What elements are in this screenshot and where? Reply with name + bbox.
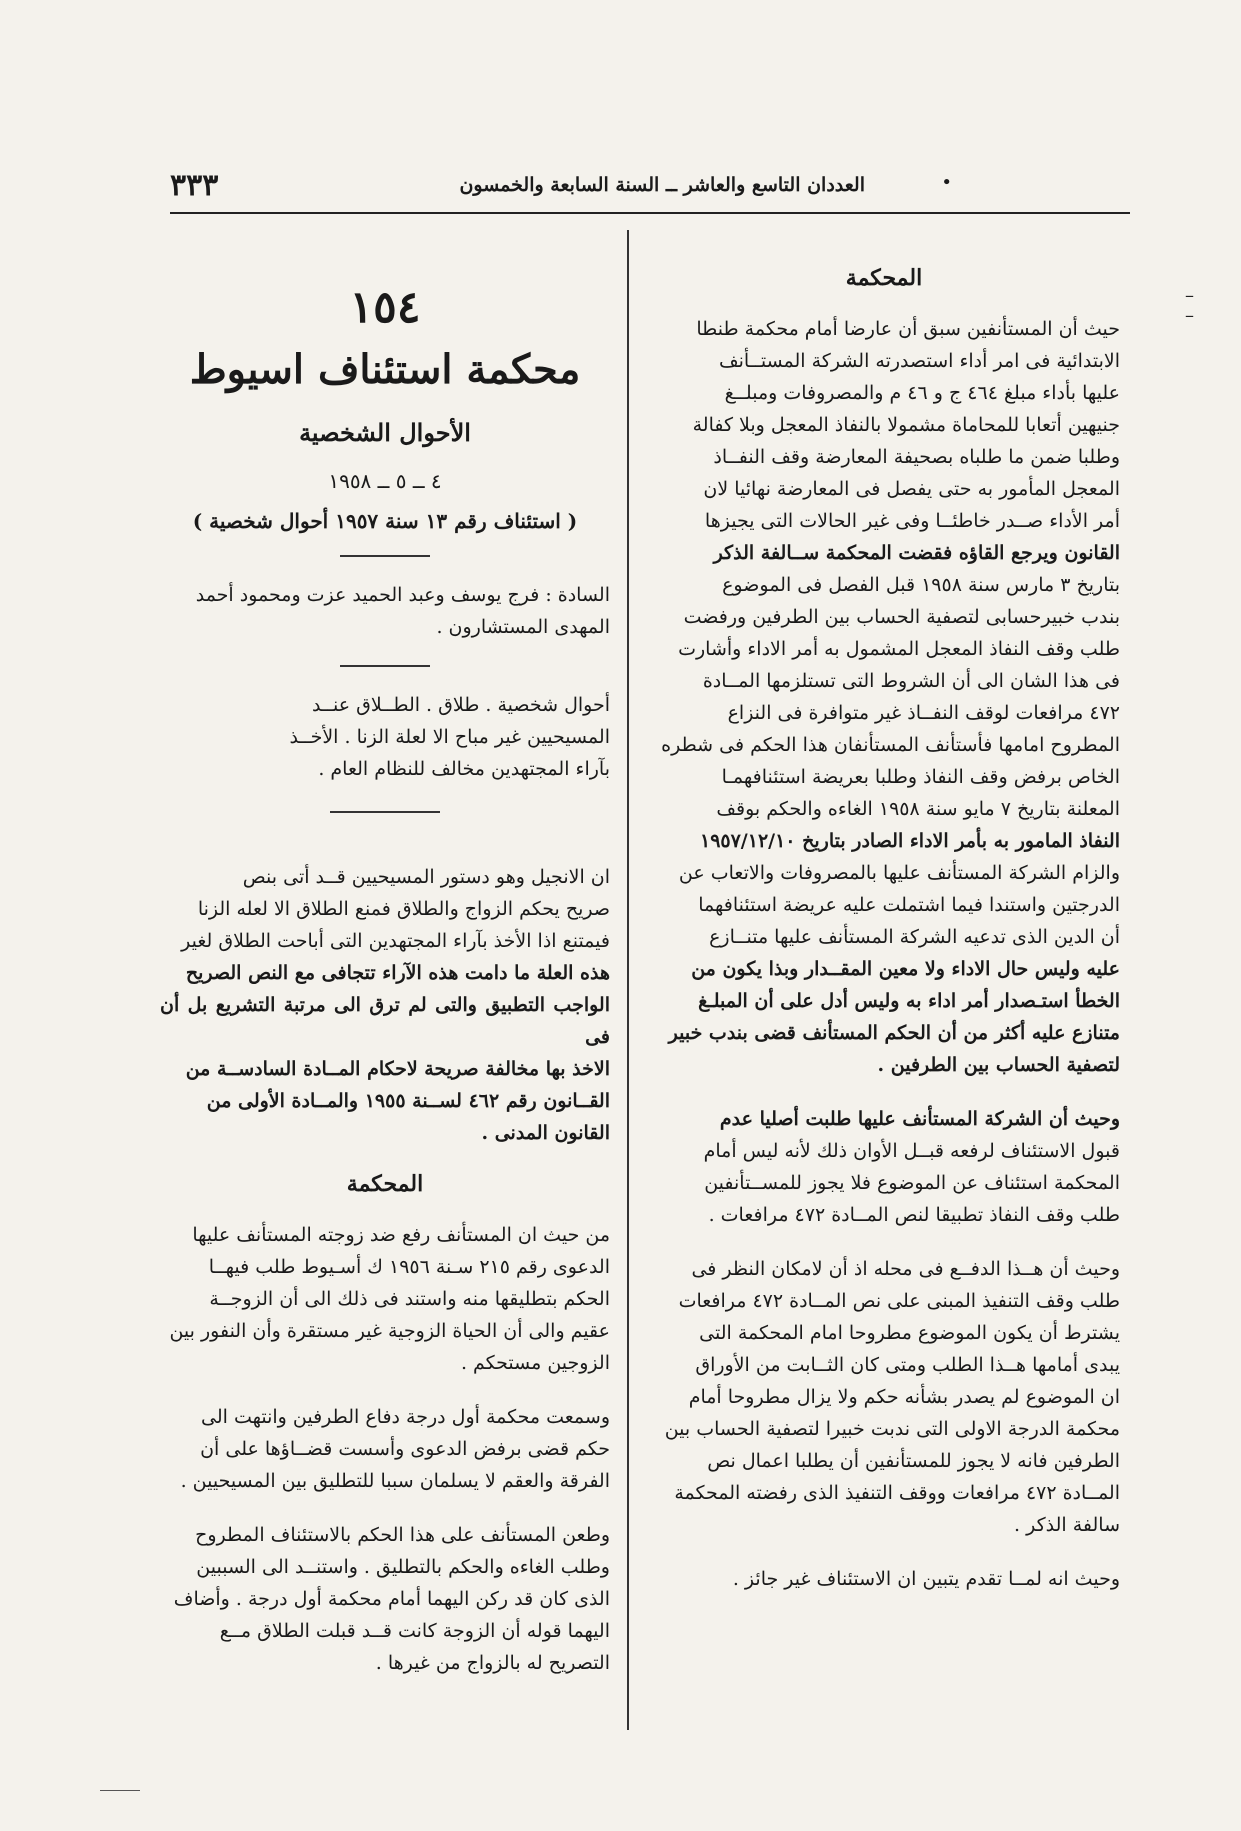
left-para-1 bbox=[160, 1219, 610, 1379]
text-line: المحكمة استئناف عن الموضوع فلا يجوز للمســتأنفين bbox=[704, 1172, 1120, 1194]
text-line: القــانون رقم ٤٦٢ لســنة ١٩٥٥ والمــادة الأولى من bbox=[206, 1090, 610, 1112]
column-divider bbox=[627, 230, 629, 1730]
header-dot: • bbox=[941, 172, 952, 193]
text-line: ان الانجيل وهو دستور المسيحيين قــد أتى بنص bbox=[242, 866, 610, 888]
text-line: الدرجتين واستندا فيما اشتملت عليه عريضة استئنافهما bbox=[698, 894, 1120, 916]
right-para-4 bbox=[648, 1563, 1120, 1595]
text-line: عليه وليس حال الاداء ولا معين المقــدار وبذا يكون من bbox=[691, 958, 1120, 980]
text-line: الطرفين فانه لا يجوز للمستأنفين أن يطلبا اعمال نص bbox=[707, 1450, 1120, 1472]
text-line: أمر الأداء صــدر خاطئــا وفى غير الحالات التى يجيزها bbox=[704, 510, 1120, 532]
text-line: جنيهين أتعابا للمحاماة مشمولا بالنفاذ المعجل وبلا كفالة bbox=[692, 414, 1120, 436]
text-line: أن الدين الذى تدعيه الشركة المستأنف عليها متنــازع bbox=[709, 926, 1120, 948]
text-line: الزوجين مستحكم . bbox=[460, 1352, 610, 1374]
text-line: الذى كان قد ركن اليهما أمام محكمة أول درجة . وأضاف bbox=[173, 1588, 610, 1610]
text-line: المسيحيين غير مباح الا لعلة الزنا . الأخــذ bbox=[289, 726, 610, 748]
text-line: وطلب الغاءه والحكم بالتطليق . واستنــد الى السببين bbox=[196, 1556, 610, 1578]
running-header bbox=[170, 168, 1130, 208]
text-line: المــادة ٤٧٢ مرافعات ووقف التنفيذ الذى رفضته المحكمة bbox=[674, 1482, 1120, 1504]
text-line: اليهما قوله أن الزوجة كانت قــد قبلت الطلاق مــع bbox=[219, 1620, 610, 1642]
text-line: القانون ويرجع القاؤه فقضت المحكمة ســالفة الذكر bbox=[713, 542, 1120, 564]
text-line: الفرقة والعقم لا يسلمان سببا للتطليق بين المسيحيين . bbox=[180, 1470, 610, 1492]
text-line: الاخذ بها مخالفة صريحة لاحكام المــادة السادســة من bbox=[185, 1058, 610, 1080]
text-line: أحوال شخصية . طلاق . الطــلاق عنــد bbox=[311, 694, 610, 716]
text-line: ٤٧٢ مرافعات لوقف النفــاذ غير متوافرة فى النزاع bbox=[727, 702, 1120, 724]
right-court-heading: المحكمة bbox=[845, 265, 923, 291]
text-line: ان الموضوع لم يصدر بشأنه حكم ولا يزال مطروحا أمام bbox=[688, 1386, 1120, 1408]
text-line: النفاذ المامور به بأمر الاداء الصادر بتاريخ ١٩٥٧/١٢/١٠ bbox=[699, 830, 1120, 852]
judgment-date: ٤ ــ ٥ ــ ١٩٥٨ bbox=[328, 469, 442, 493]
text-line: قبول الاستئناف لرفعه قبــل الأوان ذلك لأنه ليس أمام bbox=[703, 1140, 1120, 1162]
margin-mark: – bbox=[1185, 285, 1194, 306]
text-line: هذه العلة ما دامت هذه الآراء تتجافى مع النص الصريح bbox=[185, 962, 610, 984]
text-line: المطروح امامها فأستأنف المستأنفان هذا الحكم فى شطره bbox=[661, 734, 1120, 756]
text-line: السادة : فرج يوسف وعبد الحميد عزت ومحمود أحمد bbox=[195, 584, 610, 606]
case-number: ١٥٤ bbox=[349, 282, 421, 333]
left-column bbox=[160, 280, 610, 1679]
text-line: والزام الشركة المستأنف عليها بالمصروفات والاتعاب عن bbox=[678, 862, 1120, 884]
text-line: لتصفية الحساب بين الطرفين . bbox=[877, 1054, 1120, 1076]
left-para-2 bbox=[160, 1401, 610, 1497]
margin-mark: – bbox=[1185, 305, 1194, 326]
text-line: المهدى المستشارون . bbox=[436, 616, 610, 638]
text-line: صريح يحكم الزواج والطلاق فمنع الطلاق الا لعله الزنا bbox=[197, 898, 610, 920]
text-line: فيمتنع اذا الأخذ بآراء المجتهدين التى أباحت الطلاق لغير bbox=[181, 930, 610, 952]
text-line: الواجب التطبيق والتى لم ترق الى مرتبة التشريع بل أن فى bbox=[160, 994, 610, 1048]
appeal-reference: ( استئناف رقم ١٣ سنة ١٩٥٧ أحوال شخصية ) bbox=[192, 509, 578, 533]
left-court-heading: المحكمة bbox=[346, 1171, 424, 1197]
header-rule bbox=[170, 212, 1130, 214]
text-line: محكمة الدرجة الاولى التى ندبت خبيرا لتصفية الحساب بين bbox=[664, 1418, 1120, 1440]
text-line: المعجل المأمور به حتى يفصل فى المعارضة نهائيا لان bbox=[703, 478, 1120, 500]
text-line: يبدى أمامها هــذا الطلب ومتى كان الثــابت من الأوراق bbox=[695, 1354, 1120, 1376]
text-line: طلب وقف النفاذ تطبيقا لنص المــادة ٤٧٢ مرافعات . bbox=[708, 1204, 1120, 1226]
text-line: وحيث أن الشركة المستأنف عليها طلبت أصليا عدم bbox=[719, 1108, 1120, 1130]
text-line: طلب وقف التنفيذ المبنى على نص المــادة ٤٧٢ مرافعات bbox=[678, 1290, 1120, 1312]
right-column bbox=[648, 265, 1120, 1595]
text-line: التصريح له بالزواج من غيرها . bbox=[375, 1652, 610, 1674]
text-line: وطلبا ضمن ما طلباه بصحيفة المعارضة وقف النفــاذ bbox=[713, 446, 1120, 468]
right-para-1 bbox=[648, 313, 1120, 1081]
text-line: وسمعت محكمة أول درجة دفاع الطرفين وانتهت الى bbox=[201, 1406, 610, 1428]
text-line: الخاص برفض وقف النفاذ وطلبا بعريضة استئنافهمـا bbox=[721, 766, 1120, 788]
judges-panel bbox=[160, 579, 610, 643]
right-para-2 bbox=[648, 1103, 1120, 1231]
section-rule bbox=[330, 811, 440, 813]
text-line: طلب وقف النفاذ المعجل المشمول به أمر الاداء وأشارت bbox=[678, 638, 1120, 660]
text-line: وحيث أن هــذا الدفــع فى محله اذ أن لامكان النظر فى bbox=[691, 1258, 1120, 1280]
text-line: حكم قضى برفض الدعوى وأسست قضــاؤها على أن bbox=[200, 1438, 610, 1460]
text-line: فى هذا الشان الى أن الشروط التى تستلزمها المــادة bbox=[702, 670, 1120, 692]
text-line: القانون المدنى . bbox=[481, 1122, 610, 1144]
case-category: الأحوال الشخصية bbox=[299, 418, 471, 447]
court-name: محكمة استئناف اسيوط bbox=[189, 346, 581, 393]
text-line: بندب خبيرحسابى لتصفية الحساب بين الطرفين ورفضت bbox=[683, 606, 1120, 628]
text-line: المعلنة بتاريخ ٧ مايو سنة ١٩٥٨ الغاءه والحكم بوقف bbox=[716, 798, 1120, 820]
text-line: متنازع عليه أكثر من أن الحكم المستأنف قضى بندب خبير bbox=[668, 1022, 1120, 1044]
short-rule bbox=[340, 555, 430, 557]
text-line: من حيث ان المستأنف رفع ضد زوجته المستأنف عليها bbox=[192, 1224, 610, 1246]
page-number: ٣٣٣ bbox=[170, 168, 219, 203]
text-line: الخطأ استـصدار أمر اداء به وليس أدل على أن المبلـغ bbox=[698, 990, 1120, 1012]
text-line: يشترط أن يكون الموضوع مطروحا امام المحكمة التى bbox=[699, 1322, 1120, 1344]
issue-title: العددان التاسع والعاشر ــ السنة السابعة والخمسون bbox=[459, 174, 865, 196]
text-line: وطعن المستأنف على هذا الحكم بالاستئناف المطروح bbox=[195, 1524, 610, 1546]
right-para-3 bbox=[648, 1253, 1120, 1541]
text-line: الحكم بتطليقها منه واستند فى ذلك الى أن الزوجــة bbox=[209, 1288, 610, 1310]
page-edge-mark bbox=[100, 1790, 140, 1791]
short-rule bbox=[340, 665, 430, 667]
case-summary bbox=[160, 689, 610, 785]
text-line: وحيث انه لمــا تقدم يتبين ان الاستئناف غير جائز . bbox=[732, 1568, 1120, 1590]
text-line: حيث أن المستأنفين سبق أن عارضا أمام محكمة طنطا bbox=[696, 318, 1120, 340]
text-line: بآراء المجتهدين مخالف للنظام العام . bbox=[318, 758, 610, 780]
text-line: بتاريخ ٣ مارس سنة ١٩٥٨ قبل الفصل فى الموضوع bbox=[722, 574, 1120, 596]
text-line: سالفة الذكر . bbox=[1014, 1514, 1120, 1536]
text-line: عقيم والى أن الحياة الزوجية غير مستقرة وأن النفور بين bbox=[169, 1320, 610, 1342]
legal-principle bbox=[160, 861, 610, 1149]
text-line: عليها بأداء مبلغ ٤٦٤ ج و ٤٦ م والمصروفات ومبلــغ bbox=[724, 382, 1120, 404]
text-line: الدعوى رقم ٢١٥ سـنة ١٩٥٦ ك أسـيوط طلب فيهــا bbox=[208, 1256, 610, 1278]
left-para-3 bbox=[160, 1519, 610, 1679]
text-line: الابتدائية فى امر أداء استصدرته الشركة المستــأنف bbox=[718, 350, 1120, 372]
